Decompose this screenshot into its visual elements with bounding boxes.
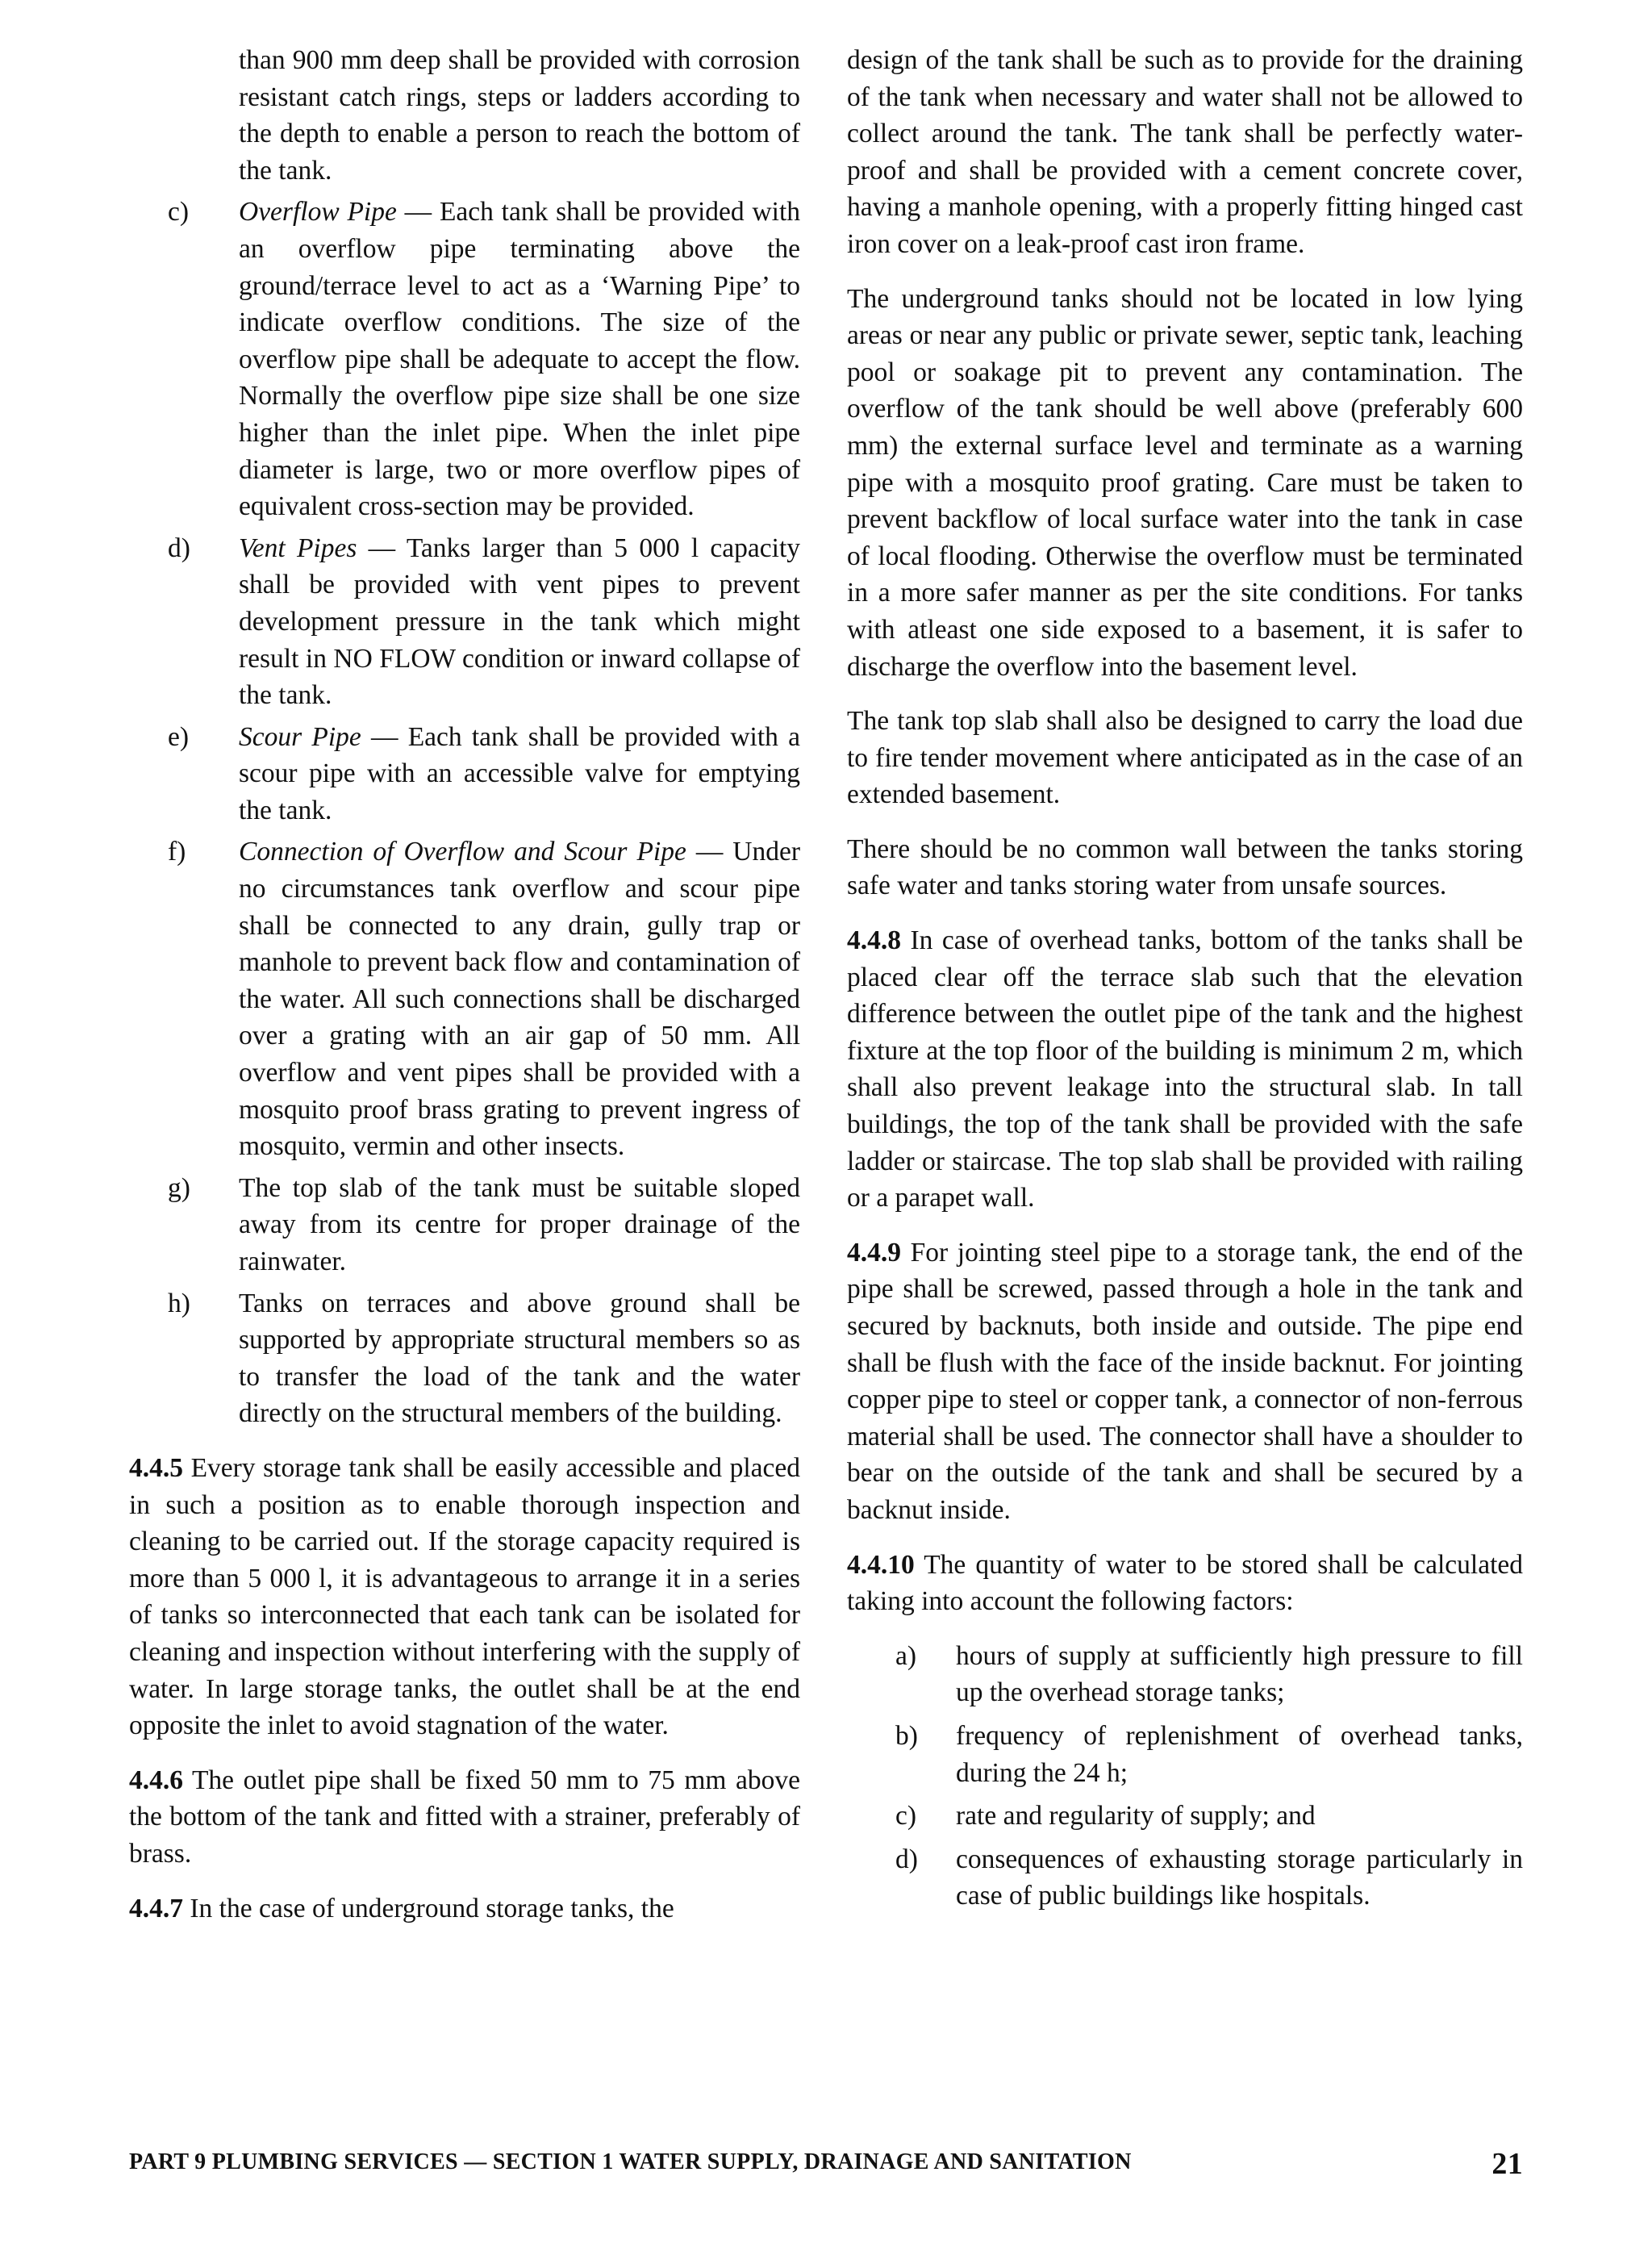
list-item-f: [129, 833, 800, 1164]
list-marker: e): [168, 721, 190, 752]
page-footer: [129, 2147, 1523, 2181]
clause-4-4-8: [847, 922, 1523, 1217]
left-column: [129, 42, 800, 1944]
list-item-text: Under no circumstances tank overflow and scour pipe shall be connected to any drain, gully trap or manhole to prevent back flow and contamination of the water. All such connections shall be discharged over a grating with an air gap of 50 mm. All overflow and vent pipes shall be provided with a mosquito proof brass grating to prevent ingress of mosquito, vermin and other insects.: [239, 837, 801, 1162]
clause-text: Every storage tank shall be easily accessible and placed in such a position as to enable thorough inspection and cleaning to be carried out. If the storage capacity required is more than 5 000 l, it is advantageous to arrange it in a series of tanks so interconnected that each tank can be isolated for cleaning and inspection without interfering with the supply of water. In large storage tanks, the outlet shall be at the end opposite the inlet to avoid stagnation of the water.: [129, 1452, 801, 1741]
clause-4-4-6: [129, 1762, 800, 1873]
clause-text: In the case of underground storage tanks, the: [190, 1893, 674, 1923]
list-marker: a): [895, 1640, 917, 1671]
list-item-text: Tanks on terraces and above ground shall be supported by appropriate structural members so as to transfer the load of the tank and the water directly on the structural members of the building.: [239, 1288, 800, 1429]
clause-number: 4.4.5: [129, 1452, 183, 1483]
list-item-text: consequences of exhausting storage particularly in case of public buildings like hospitals.: [956, 1844, 1523, 1911]
list-item: [847, 1718, 1523, 1791]
list-item-g: [129, 1170, 800, 1280]
clause-number: 4.4.6: [129, 1765, 183, 1795]
clause-text: The quantity of water to be stored shall be calculated taking into account the following factors:: [847, 1549, 1523, 1617]
list-item: [847, 1638, 1523, 1711]
list-marker: d): [168, 533, 190, 563]
title-separator: —: [686, 837, 733, 867]
paragraph-common-wall: There should be no common wall between the tanks storing safe water and tanks storing water from unsafe sources.: [847, 833, 1523, 901]
list-item-c: [129, 194, 800, 524]
list-marker: h): [168, 1288, 190, 1318]
clause-number: 4.4.7: [129, 1893, 183, 1923]
clause-text: For jointing steel pipe to a storage tank, the end of the pipe shall be screwed, passed through a hole in the tank and secured by backnuts, both inside and outside. The pipe end shall be flush with the face of the inside backnut. For jointing copper pipe to steel or copper tank, a connector of non-ferrous material shall be used. The connector shall have a shoulder to bear on the outside of the tank and shall be secured by a backnut inside.: [847, 1237, 1523, 1525]
list-item: [847, 1798, 1523, 1835]
list-item-text: Each tank shall be provided with a scour pipe with an accessible valve for emptying the tank.: [239, 721, 801, 825]
item-title: Overflow Pipe: [239, 197, 397, 228]
clause-number: 4.4.8: [847, 925, 901, 956]
item-title: Vent Pipes: [239, 533, 357, 563]
clause-4-4-9: [847, 1234, 1523, 1529]
list-marker: d): [895, 1844, 918, 1874]
list-item-d: [129, 530, 800, 714]
clause-number: 4.4.10: [847, 1549, 915, 1580]
clause-text: The outlet pipe shall be fixed 50 mm to 75 mm above the bottom of the tank and fitted with a strainer, preferably of brass.: [129, 1765, 800, 1869]
list-item-text: frequency of replenishment of overhead tanks, during the 24 h;: [956, 1720, 1523, 1788]
factors-list: [847, 1638, 1523, 1915]
list-item-text: hours of supply at sufficiently high pressure to fill up the overhead storage tanks;: [956, 1640, 1523, 1708]
title-separator: —: [361, 721, 408, 752]
item-title: Connection of Overflow and Scour Pipe: [239, 837, 686, 867]
paragraph-underground-location: The underground tanks should not be located in low lying areas or near any public or private sewer, septic tank, leaching pool or soakage pit to prevent any contamination. The overflow of the tank should be well above (preferably 600 mm) the external surface level and terminate as a warning pipe with a mosquito proof grating. Care must be taken to prevent backflow of local surface water into the tank in case of local flooding. Otherwise the overflow must be terminated in a more safer manner as per the site conditions. For tanks with atleast one side exposed to a basement, it is safer to discharge the overflow into the basement level.: [847, 283, 1523, 682]
list-item-e: [129, 719, 800, 829]
list-item-text: Tanks larger than 5 000 l capacity shall be provided with vent pipes to prevent development pressure in the tank which might result in NO FLOW condition or inward collapse of the tank.: [239, 533, 801, 711]
clause-number: 4.4.9: [847, 1237, 901, 1268]
list-item-text: The top slab of the tank must be suitable sloped away from its centre for proper drainage of the rainwater.: [239, 1172, 800, 1276]
paragraph-top-slab: The tank top slab shall also be designed to carry the load due to fire tender movement where anticipated as in the case of an extended basement.: [847, 706, 1523, 810]
list-item-text: than 900 mm deep shall be provided with corrosion resistant catch rings, steps or ladders according to the depth to enable a person to reach the bottom of the tank.: [239, 45, 800, 186]
list-marker: b): [895, 1720, 918, 1751]
clause-4-4-10: [847, 1547, 1523, 1620]
list-item-text: Each tank shall be provided with an overflow pipe terminating above the ground/terrace level to act as a ‘Warning Pipe’ to indicate overflow conditions. The size of the overflow pipe shall be adequate to accept the flow. Normally the overflow pipe size shall be one size higher than the inlet pipe. When the inlet pipe diameter is large, two or more overflow pipes of equivalent cross-section may be provided.: [239, 197, 801, 522]
clause-text: In case of overhead tanks, bottom of the tanks shall be placed clear off the terrace slab such that the elevation difference between the outlet pipe of the tank and the highest fixture at the top floor of the building is minimum 2 m, which shall also prevent leakage into the structural slab. In tall buildings, the top of the tank shall be provided with the safe ladder or staircase. The top slab shall be provided with railing or a parapet wall.: [847, 925, 1523, 1213]
list-item: [847, 1841, 1523, 1915]
item-title: Scour Pipe: [239, 721, 361, 752]
list-marker: c): [168, 197, 190, 228]
clause-4-4-5: [129, 1450, 800, 1744]
clause-4-4-7: [129, 1890, 800, 1928]
list-marker: c): [895, 1801, 917, 1832]
running-title: PART 9 PLUMBING SERVICES — SECTION 1 WATER SUPPLY, DRAINAGE AND SANITATION: [129, 2149, 1132, 2174]
right-column: [847, 42, 1523, 1921]
list-marker: g): [168, 1172, 190, 1203]
title-separator: —: [357, 533, 407, 563]
page-number: 21: [1491, 2147, 1523, 2181]
list-item-h: [129, 1285, 800, 1432]
list-item-text: rate and regularity of supply; and: [956, 1801, 1316, 1832]
title-separator: —: [396, 197, 440, 228]
list-item-b-continued: [129, 42, 800, 189]
paragraph-continued: design of the tank shall be such as to provide for the draining of the tank when necessary and water shall not be allowed to collect around the tank. The tank shall be perfectly water-proof and shall be provided with a cement concrete cover, having a manhole opening, with a properly fitting hinged cast iron cover on a leak-proof cast iron frame.: [847, 45, 1523, 259]
list-marker: f): [168, 837, 186, 867]
